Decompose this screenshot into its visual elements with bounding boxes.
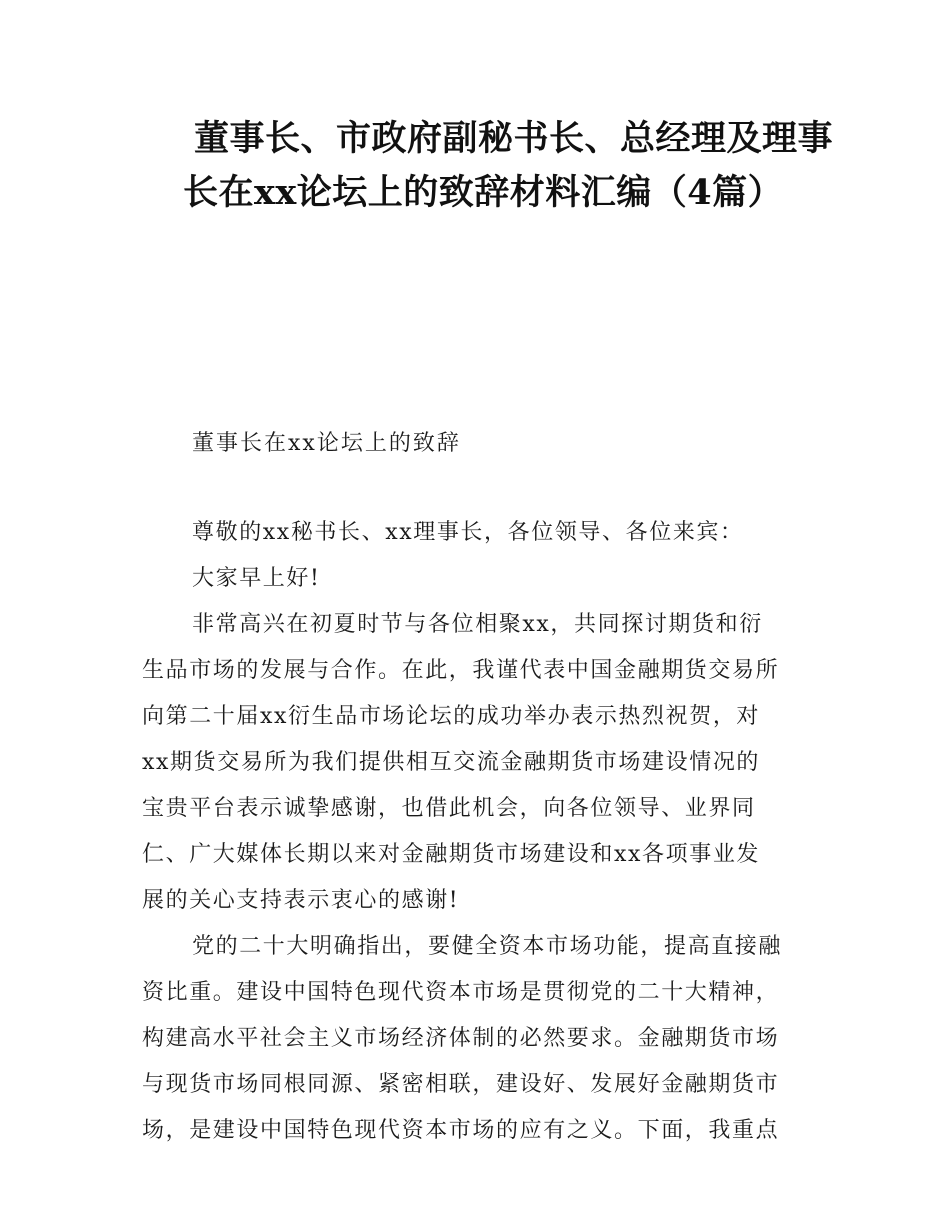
paragraph-line: 非常高兴在初夏时节与各位相聚xx，共同探讨期货和衍 [192,612,763,637]
paragraph-line: xx期货交易所为我们提供相互交流金融期货市场建设情况的 [142,750,761,775]
greeting-line: 大家早上好! [192,566,321,591]
paragraph-1 [142,602,814,924]
paragraph-line: 资比重。建设中国特色现代资本市场是贯彻党的二十大精神， [142,980,780,1005]
paragraph-line: 党的二十大明确指出，要健全资本市场功能，提高直接融 [192,934,783,959]
document-title-line-2: 长在xx论坛上的致辞材料汇编（4篇） [183,172,784,213]
paragraph-line: 展的关心支持表示衷心的感谢! [142,888,460,913]
document-title-line-1: 董事长、市政府副秘书长、总经理及理事 [194,118,834,159]
paragraph-line: 仁、广大媒体长期以来对金融期货市场建设和xx各项事业发 [142,842,761,867]
paragraph-line: 与现货市场同根同源、紧密相联，建设好、发展好金融期货市 [142,1072,780,1097]
speech-body [142,510,814,1154]
paragraph-2 [142,924,814,1154]
section-heading: 董事长在xx论坛上的致辞 [192,431,461,456]
paragraph-line: 场，是建设中国特色现代资本市场的应有之义。下面，我重点 [142,1118,780,1143]
salutation-line: 尊敬的xx秘书长、xx理事长，各位领导、各位来宾： [192,520,744,545]
document-title [183,112,834,220]
paragraph-line: 构建高水平社会主义市场经济体制的必然要求。金融期货市场 [142,1026,780,1051]
paragraph-line: 生品市场的发展与合作。在此，我谨代表中国金融期货交易所 [142,658,780,683]
paragraph-line: 向第二十届xx衍生品市场论坛的成功举办表示热烈祝贺，对 [142,704,761,729]
paragraph-line: 宝贵平台表示诚挚感谢，也借此机会，向各位领导、业界同 [142,796,756,821]
